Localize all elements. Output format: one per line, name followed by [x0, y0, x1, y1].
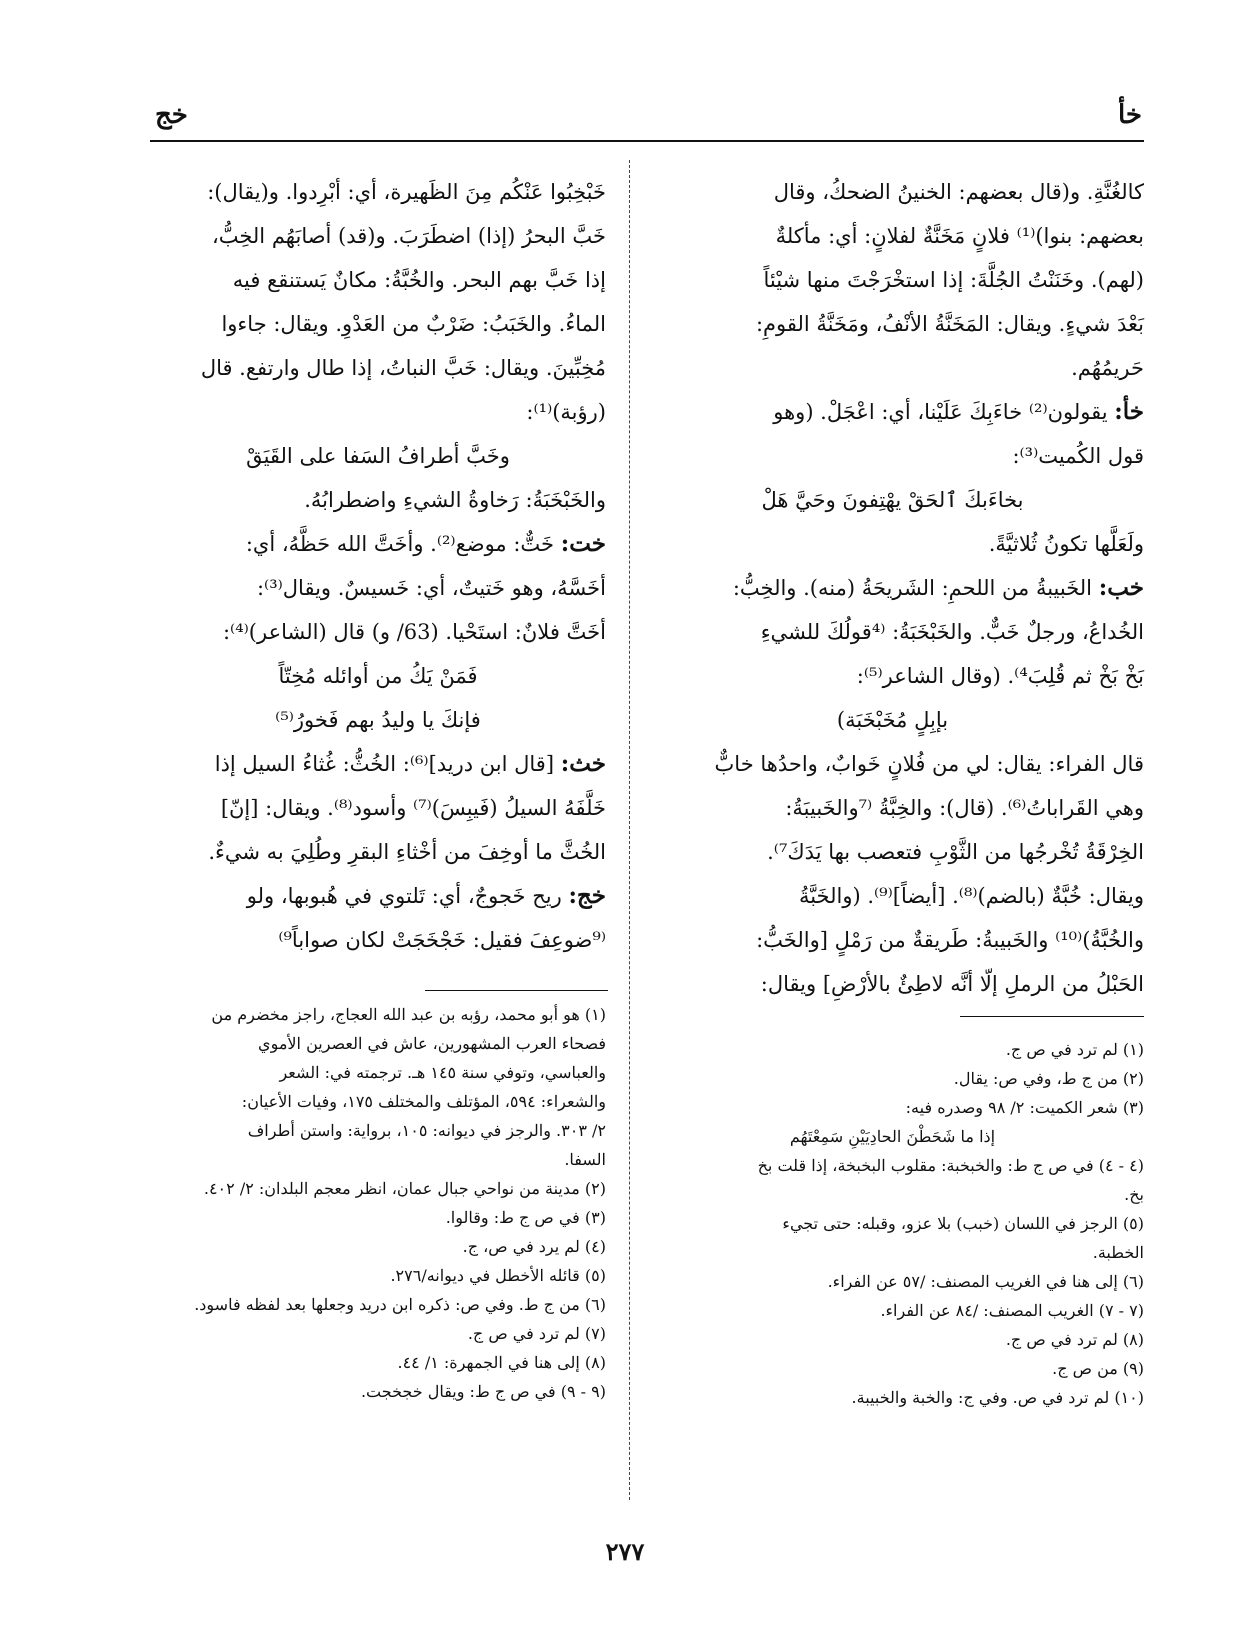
verse-line: فَمَنْ يَكُ من أوائله مُخِتّاً: [278, 664, 478, 688]
footnote-rule-left: [425, 990, 608, 991]
footnote: السفا.: [564, 1150, 606, 1169]
text-line: الحَبْلُ من الرملِ إلّا أنَّه لاطِئٌ بالأرْضِ] ويقال:: [760, 972, 1144, 996]
footnote: (٩ - ٩) في ص ج ط: ويقال خجخجت.: [360, 1382, 606, 1401]
footnote: (٣) شعر الكميت: ٢/ ٩٨ وصدره فيه:: [905, 1098, 1144, 1117]
text-line: الخُداعُ، ورجلٌ خَبٌّ. والخَبْخَبَةُ: ⁽⁴قولُكَ للشيءِ: [760, 620, 1144, 644]
entry-khb: [641, 566, 1144, 610]
entry-khth: [150, 742, 606, 786]
footnotes-left: [150, 1000, 606, 1406]
footnote: (٦) من ج ط. وفي ص: ذكره ابن دريد وجعلها بعد لفظه فاسود.: [194, 1295, 606, 1314]
header-rule: [150, 140, 1144, 142]
entry-text: [قال ابن دريد]⁽⁶⁾: الخُثُّ: غُثاءُ السيل إذا: [214, 752, 561, 776]
footnotes-right: [641, 1035, 1144, 1412]
text-line: مُخِبِّينَ. ويقال: خَبَّ النباتُ، إذا طال وارتفع. قال: [200, 356, 606, 380]
footnote: (١٠) لم ترد في ص. وفي ج: والخبة والخبيبة.: [851, 1388, 1144, 1407]
text-line: وهي القَراباتُ⁽⁶⁾. (قال): والخِبَّةُ ⁽⁷والخَبيبَةُ:: [785, 796, 1144, 820]
text-line: قول الكُميت⁽³⁾:: [1012, 444, 1144, 468]
footnote: فصحاء العرب المشهورين، عاش في العصرين الأموي: [258, 1034, 606, 1053]
text-line: ⁽⁹ضوعِفَ فقيل: خَجْخَجَتْ لكان صواباً⁹⁾: [278, 928, 606, 952]
footnote: (٤) لم يرد في ص، ج.: [462, 1237, 606, 1256]
verse-line: وخَبَّ أطرافُ السَفا على القَيَقْ: [246, 444, 510, 468]
verse-line: بخاءَبكَ ٱلحَقْ يهْتِفونَ وحَيَّ هَلْ: [761, 488, 1024, 512]
text-line: بَخْ بَخْ ثم قُلِبَ⁴⁾. (وقال الشاعر⁽⁵⁾:: [856, 664, 1144, 688]
text-line: الخُثَّ ما أوخِفَ من أخْثاءِ البقرِ وطُلِيَ به شيءٌ.: [208, 840, 606, 864]
column-divider: [629, 160, 630, 1500]
entry-text: الخَبيبةُ من اللحمِ: الشَريحَةُ (منه). والخِبُّ:: [732, 576, 1099, 600]
text-line: خَلَّفَهُ السيلُ (فَيبِسَ)⁽⁷⁾ وأسود⁽⁸⁾. ويقال: [إنّ]: [220, 796, 606, 820]
entry-head: خج:: [568, 882, 606, 909]
right-column: [641, 170, 1144, 1006]
entry-head: خب:: [1098, 574, 1144, 601]
footnote-rule-right: [960, 1016, 1144, 1017]
left-column: [150, 170, 606, 962]
text-line: والخَبْخَبَةُ: رَخاوةُ الشيءِ واضطرابُهُ.: [304, 488, 606, 512]
footnote: (٤ - ٤) في ص ج ط: والخبخبة: مقلوب البخبخة، إذا قلت بخ: [757, 1156, 1144, 1175]
text-line: أخَسَّهُ، وهو خَتيتٌ، أي: خَسيسٌ. ويقال⁽³⁾:: [256, 576, 606, 600]
footnote-verse: إذا ما شَحَطْنَ الحادِيَيْنِ سَمِعْتَهُم: [789, 1127, 996, 1146]
text-line: خَبَّ البحرُ (إذا) اضطَرَبَ. و(قد) أصابَهُم الخِبُّ،: [211, 224, 606, 248]
text-line: حَريمُهُم.: [1071, 356, 1144, 380]
footnote: بخ.: [1124, 1185, 1144, 1204]
entry-text: ريح خَجوجٌ، أي: تَلتوي في هُبوبها، ولو: [246, 884, 569, 908]
footnote: (٥) الرجز في اللسان (خبب) بلا عزو، وقبله: حتى تجيء: [782, 1214, 1144, 1233]
text-line: بعضهم: بنوا)⁽¹⁾ فلانٍ مَخَنَّةٌ لفلانٍ: أي: مأكلةٌ: [775, 224, 1144, 248]
text-line: بَعْدَ شيءٍ. ويقال: المَخَنَّةُ الأنْفُ، ومَخَنَّةُ القومِ:: [755, 312, 1144, 336]
entry-text: يقولون⁽²⁾ خاءَبِكَ عَلَيْنا، أي: اعْجَلْ. (وهو: [773, 400, 1115, 424]
text-line: الماءُ. والخَبَبُ: ضَرْبٌ من العَدْوِ. ويقال: جاءوا: [221, 312, 606, 336]
text-line: والخُبَّةُ)⁽¹⁰⁾ والخَبيبةُ: طَريقةٌ من رَمْلٍ [والخَبُّ:: [756, 928, 1144, 952]
footnote: (٩) من ص ج.: [1052, 1359, 1144, 1378]
footnote: والشعراء: ٥٩٤، المؤتلف والمختلف ١٧٥، وفيات الأعيان:: [241, 1092, 606, 1111]
text-line: (لهم). وخَنَنْتُ الجُلَّةَ: إذا استخْرَجْتَ منها شيْئاً: [763, 268, 1144, 292]
entry-head: خت:: [560, 530, 606, 557]
footnote: الخطبة.: [1092, 1243, 1144, 1262]
footnote: (١) هو أبو محمد، رؤبه بن عبد الله العجاج، راجز مخضرم من: [211, 1005, 606, 1024]
page-number: ٢٧٧: [605, 1537, 645, 1566]
entry-khj: [150, 874, 606, 918]
footnote: (٨) إلى هنا في الجمهرة: ١/ ٤٤.: [397, 1353, 606, 1372]
footnote: (٨) لم ترد في ص ج.: [1005, 1330, 1144, 1349]
text-line: ولَعَلَّها تكونُ ثُلاثيَّةً.: [988, 532, 1144, 556]
text-line: كالغُنَّةِ. و(قال بعضهم: الخنينُ الضحكُ، وقال: [773, 180, 1144, 204]
footnote: (٧ - ٧) الغريب المصنف: /٨٤ عن الفراء.: [880, 1301, 1144, 1320]
text-line: الخِرْقَةُ تُخْرجُها من الثَّوْبِ فتعصب بها يَدَكَ⁷⁾.: [767, 840, 1144, 864]
footnote: (٣) في ص ج ط: وقالوا.: [445, 1208, 606, 1227]
footnote: ٢/ ٣٠٣. والرجز في ديوانه: ١٠٥، برواية: واستن أطراف: [247, 1121, 606, 1140]
running-header-right: خأ: [1118, 100, 1142, 130]
footnote: (٢) من ج ط، وفي ص: يقال.: [953, 1069, 1144, 1088]
entry-text: خَتٌّ: موضع⁽²⁾. وأخَتَّ الله حَظَّهُ، أي:: [245, 532, 561, 556]
entry-head: خأ:: [1114, 398, 1144, 425]
verse-line: فإنكَ يا وليدُ بهم فَخورُ⁽⁵⁾: [275, 708, 481, 732]
verse-line: بإبِلٍ مُخَبْخَبَة): [836, 708, 949, 732]
text-line: أخَتَّ فلانٌ: استَحْيا. (63/ و) قال (الشاعر)⁽⁴⁾:: [222, 620, 606, 644]
entry-head: خث:: [560, 750, 606, 777]
entry-kht: [150, 522, 606, 566]
footnote: (٦) إلى هنا في الغريب المصنف: /٥٧ عن الفراء.: [827, 1272, 1144, 1291]
text-line: خَبْخِبُوا عَنْكُم مِنَ الظَهيرة، أي: أبْرِدوا. و(يقال):: [207, 180, 606, 204]
text-line: إذا خَبَّ بهم البحر. والخُبَّةُ: مكانٌ يَستنقع فيه: [232, 268, 606, 292]
text-line: ويقال: خُبَّةٌ (بالضم)⁽⁸⁾. [أيضاً]⁽⁹⁾. (والخَبَّةُ: [798, 884, 1144, 908]
text-line: (رؤبة)⁽¹⁾:: [526, 400, 606, 424]
footnote: (٥) قائله الأخطل في ديوانه/٢٧٦.: [390, 1266, 606, 1285]
footnote: (١) لم ترد في ص ج.: [1005, 1040, 1144, 1059]
entry-kha: [641, 390, 1144, 434]
footnote: (٢) مدينة من نواحي جبال عمان، انظر معجم البلدان: ٢/ ٤٠٢.: [203, 1179, 606, 1198]
footnote: والعباسي، وتوفي سنة ١٤٥ هـ. ترجمته في: الشعر: [279, 1063, 606, 1082]
footnote: (٧) لم ترد في ص ج.: [467, 1324, 606, 1343]
running-header-left: خج: [155, 100, 188, 130]
text-line: قال الفراء: يقال: لي من فُلانٍ خَوابٌ، واحدُها خابٌّ: [714, 752, 1144, 776]
